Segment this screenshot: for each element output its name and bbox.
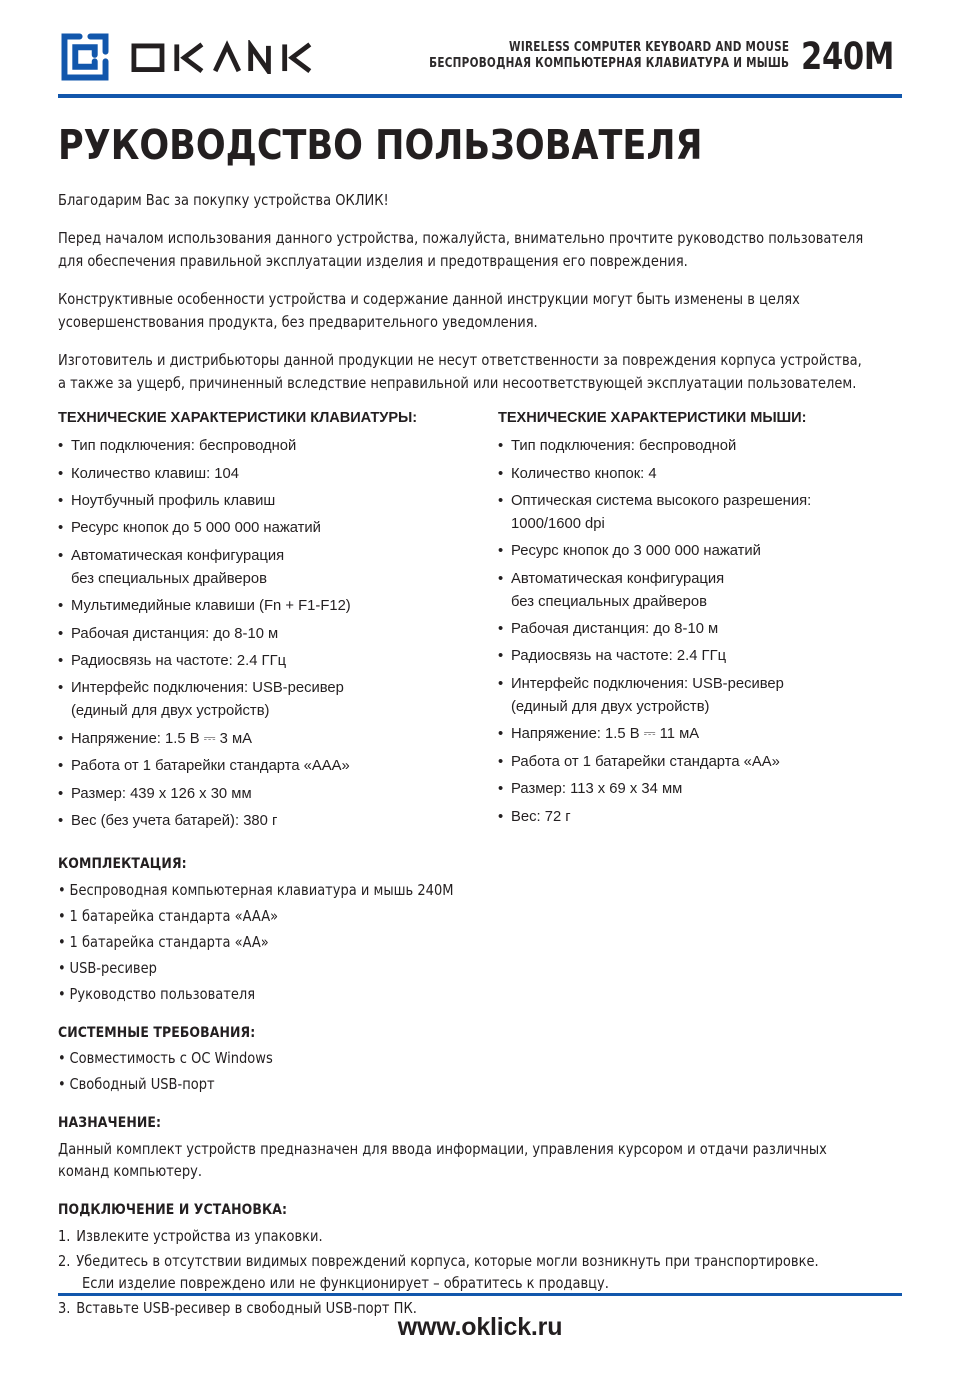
oklick-square-spiral-icon <box>58 30 112 84</box>
bullet-icon: • <box>498 808 504 825</box>
bullet-icon: • <box>498 675 504 692</box>
list-item <box>498 673 902 719</box>
keyboard-spec-heading: ТЕХНИЧЕСКИЕ ХАРАКТЕРИСТИКИ КЛАВИАТУРЫ: <box>58 409 418 426</box>
bullet-icon: • <box>58 625 64 642</box>
package-item-text: USB-ресивер <box>69 958 157 977</box>
list-item <box>58 728 480 751</box>
spec-text: Работа от 1 батарейки стандарта «AA» <box>511 753 780 770</box>
step-number: 2. <box>58 1251 71 1270</box>
step-text: Вставьте USB-ресивер в свободный USB-порт ПК. <box>76 1298 417 1317</box>
intro-section <box>58 189 902 395</box>
list-item <box>58 623 480 646</box>
bullet-icon: • <box>58 465 64 482</box>
spec-text: Рабочая дистанция: до 8-10 м <box>71 625 279 642</box>
spec-text: Ресурс кнопок до 3 000 000 нажатий <box>511 543 761 560</box>
model-number: 240M <box>800 34 894 78</box>
bullet-icon: • <box>58 984 66 1003</box>
mouse-spec-heading: ТЕХНИЧЕСКИЕ ХАРАКТЕРИСТИКИ МЫШИ: <box>498 409 807 426</box>
requirements-heading: СИСТЕМНЫЕ ТРЕБОВАНИЯ: <box>58 1023 256 1041</box>
bullet-icon: • <box>58 880 66 899</box>
step-text-continuation: Если изделие повреждено или не функционирует – обратитесь к продавцу. <box>82 1274 609 1293</box>
list-item <box>58 463 480 486</box>
list-item <box>58 1047 868 1070</box>
bullet-icon: • <box>58 680 64 697</box>
spec-text: Количество кнопок: 4 <box>511 465 657 482</box>
list-item <box>498 618 902 641</box>
list-item <box>58 755 480 778</box>
requirements-list <box>58 1047 902 1096</box>
spec-text: Ресурс кнопок до 5 000 000 нажатий <box>71 520 321 537</box>
bullet-icon: • <box>498 570 504 587</box>
list-item <box>498 806 902 829</box>
spec-text: Напряжение: 1.5 В ⎓ 11 мА <box>511 726 700 743</box>
bullet-icon: • <box>58 438 64 455</box>
keyboard-spec-list <box>58 435 480 833</box>
list-item <box>498 540 902 563</box>
step-number: 1. <box>58 1226 71 1245</box>
list-item <box>498 751 902 774</box>
spec-text: Интерфейс подключения: USB-ресивер <box>511 675 784 692</box>
list-item <box>498 568 902 614</box>
tagline-en: WIRELESS COMPUTER KEYBOARD AND MOUSE <box>508 40 789 56</box>
requirements-section <box>58 1024 902 1096</box>
page-footer <box>58 1293 902 1342</box>
package-item-text: Руководство пользователя <box>69 984 256 1003</box>
list-item <box>58 879 868 902</box>
list-item <box>58 517 480 540</box>
package-heading: КОМПЛЕКТАЦИЯ: <box>58 855 187 873</box>
bullet-icon: • <box>58 492 64 509</box>
step-text: Извлеките устройства из упаковки. <box>76 1226 323 1245</box>
package-item-text: 1 батарейка стандарта «AAA» <box>69 906 279 925</box>
oklick-wordmark <box>128 40 350 74</box>
footer-divider <box>58 1293 902 1296</box>
list-item <box>58 983 868 1006</box>
intro-paragraph-4: Изготовитель и дистрибьюторы данной продукции не несут ответственности за повреждения корпуса устройства, а также за ущерб, причиненный вследствие неправильной или несоответствующей эксплуатации пользователем. <box>58 350 862 392</box>
bullet-icon: • <box>58 932 66 951</box>
list-item <box>58 595 480 618</box>
keyboard-spec-column <box>58 410 480 838</box>
package-section <box>58 855 902 1005</box>
bullet-icon: • <box>498 753 504 770</box>
bullet-icon: • <box>498 492 504 509</box>
list-item <box>58 931 868 954</box>
list-item <box>58 490 480 513</box>
spec-text: Вес (без учета батарей): 380 г <box>71 813 278 830</box>
spec-text: Вес: 72 г <box>511 808 571 825</box>
page-header <box>58 0 902 92</box>
tagline-ru: БЕСПРОВОДНАЯ КОМПЬЮТЕРНАЯ КЛАВИАТУРА И МЫШЬ <box>428 56 789 71</box>
spec-text: Автоматическая конфигурация <box>511 570 725 587</box>
spec-text: Рабочая дистанция: до 8-10 м <box>511 621 719 638</box>
bullet-icon: • <box>58 785 64 802</box>
bullet-icon: • <box>498 543 504 560</box>
spec-text: Автоматическая конфигурация <box>71 547 285 564</box>
list-item <box>58 545 480 591</box>
bullet-icon: • <box>498 621 504 638</box>
list-item <box>58 1250 868 1295</box>
bullet-icon: • <box>58 520 64 537</box>
list-item <box>498 463 902 486</box>
bullet-icon: • <box>498 465 504 482</box>
bullet-icon: • <box>58 730 64 747</box>
spec-text: Работа от 1 батарейки стандарта «AAA» <box>71 758 350 775</box>
spec-text: Количество клавиш: 104 <box>71 465 239 482</box>
spec-text: Размер: 113 x 69 x 34 мм <box>511 781 683 798</box>
spec-text: Тип подключения: беспроводной <box>71 438 297 455</box>
bullet-icon: • <box>58 1049 66 1068</box>
step-text: Убедитесь в отсутствии видимых повреждений корпуса, которые могли возникнуть при транспортировке. <box>76 1251 819 1270</box>
bullet-icon: • <box>58 598 64 615</box>
requirement-text: Свободный USB-порт <box>69 1075 215 1094</box>
package-item-text: 1 батарейка стандарта «AA» <box>69 932 269 951</box>
list-item <box>58 435 480 458</box>
list-item <box>58 783 480 806</box>
intro-paragraph-1: Благодарим Вас за покупку устройства ОКЛИК! <box>58 191 389 210</box>
spec-text: Тип подключения: беспроводной <box>511 438 737 455</box>
list-item <box>58 650 480 673</box>
bullet-icon: • <box>58 906 66 925</box>
bullet-icon: • <box>498 781 504 798</box>
purpose-heading: НАЗНАЧЕНИЕ: <box>58 1114 162 1131</box>
spec-text: Ноутбучный профиль клавиш <box>71 492 276 509</box>
mouse-spec-column <box>480 410 902 838</box>
spec-text: Напряжение: 1.5 В ⎓ 3 мА <box>71 730 252 747</box>
list-item <box>58 810 480 833</box>
purpose-text: Данный комплект устройств предназначен для ввода информации, управления курсором и отдачи различных команд компьютеру. <box>58 1139 827 1181</box>
setup-heading: ПОДКЛЮЧЕНИЕ И УСТАНОВКА: <box>58 1201 288 1219</box>
bullet-icon: • <box>498 648 504 665</box>
page-title: РУКОВОДСТВО ПОЛЬЗОВАТЕЛЯ <box>58 121 703 169</box>
model-block <box>380 34 902 78</box>
package-list <box>58 879 902 1006</box>
spec-text-continuation: без специальных драйверов <box>71 570 267 587</box>
list-item <box>498 490 902 536</box>
bullet-icon: • <box>498 438 504 455</box>
list-item <box>498 723 902 746</box>
spec-text-continuation: (единый для двух устройств) <box>71 703 270 720</box>
list-item <box>498 645 902 668</box>
spec-text: Радиосвязь на частоте: 2.4 ГГц <box>71 652 287 669</box>
list-item <box>58 1073 868 1096</box>
spec-text-continuation: 1000/1600 dpi <box>511 515 605 532</box>
brand-lockup <box>58 30 350 84</box>
spec-text-continuation: без специальных драйверов <box>511 593 707 610</box>
purpose-section <box>58 1114 902 1183</box>
list-item <box>498 778 902 801</box>
spec-text: Размер: 439 x 126 x 30 мм <box>71 785 252 802</box>
bullet-icon: • <box>58 1075 66 1094</box>
bullet-icon: • <box>58 547 64 564</box>
bullet-icon: • <box>58 758 64 775</box>
intro-paragraph-2: Перед началом использования данного устройства, пожалуйста, внимательно прочтите руководство пользователя для обеспечения правильной эксплуатации изделия и предотвращения его повреждения. <box>58 228 864 270</box>
header-divider <box>58 94 902 98</box>
spec-text: Радиосвязь на частоте: 2.4 ГГц <box>511 648 727 665</box>
list-item <box>498 435 902 458</box>
spec-text: Интерфейс подключения: USB-ресивер <box>71 680 344 697</box>
intro-paragraph-3: Конструктивные особенности устройства и содержание данной инструкции могут быть изменены в целях усовершенствования продукта, без предварительного уведомления. <box>58 289 800 331</box>
mouse-spec-list <box>498 435 902 828</box>
product-tagline <box>380 40 789 71</box>
spec-text: Мультимедийные клавиши (Fn + F1-F12) <box>71 598 351 615</box>
spec-text: Оптическая система высокого разрешения: <box>511 492 812 509</box>
specifications-section <box>58 410 902 838</box>
spec-text-continuation: (единый для двух устройств) <box>511 698 710 715</box>
list-item <box>58 957 868 980</box>
bullet-icon: • <box>58 958 66 977</box>
package-item-text: Беспроводная компьютерная клавиатура и мышь 240M <box>69 880 454 899</box>
list-item <box>58 1225 868 1248</box>
requirement-text: Совместимость с ОС Windows <box>69 1049 273 1068</box>
bullet-icon: • <box>498 726 504 743</box>
website-url[interactable]: www.oklick.ru <box>397 1313 563 1341</box>
bullet-icon: • <box>58 813 64 830</box>
step-number: 3. <box>58 1298 71 1317</box>
bullet-icon: • <box>58 652 64 669</box>
list-item <box>58 905 868 928</box>
list-item <box>58 677 480 723</box>
